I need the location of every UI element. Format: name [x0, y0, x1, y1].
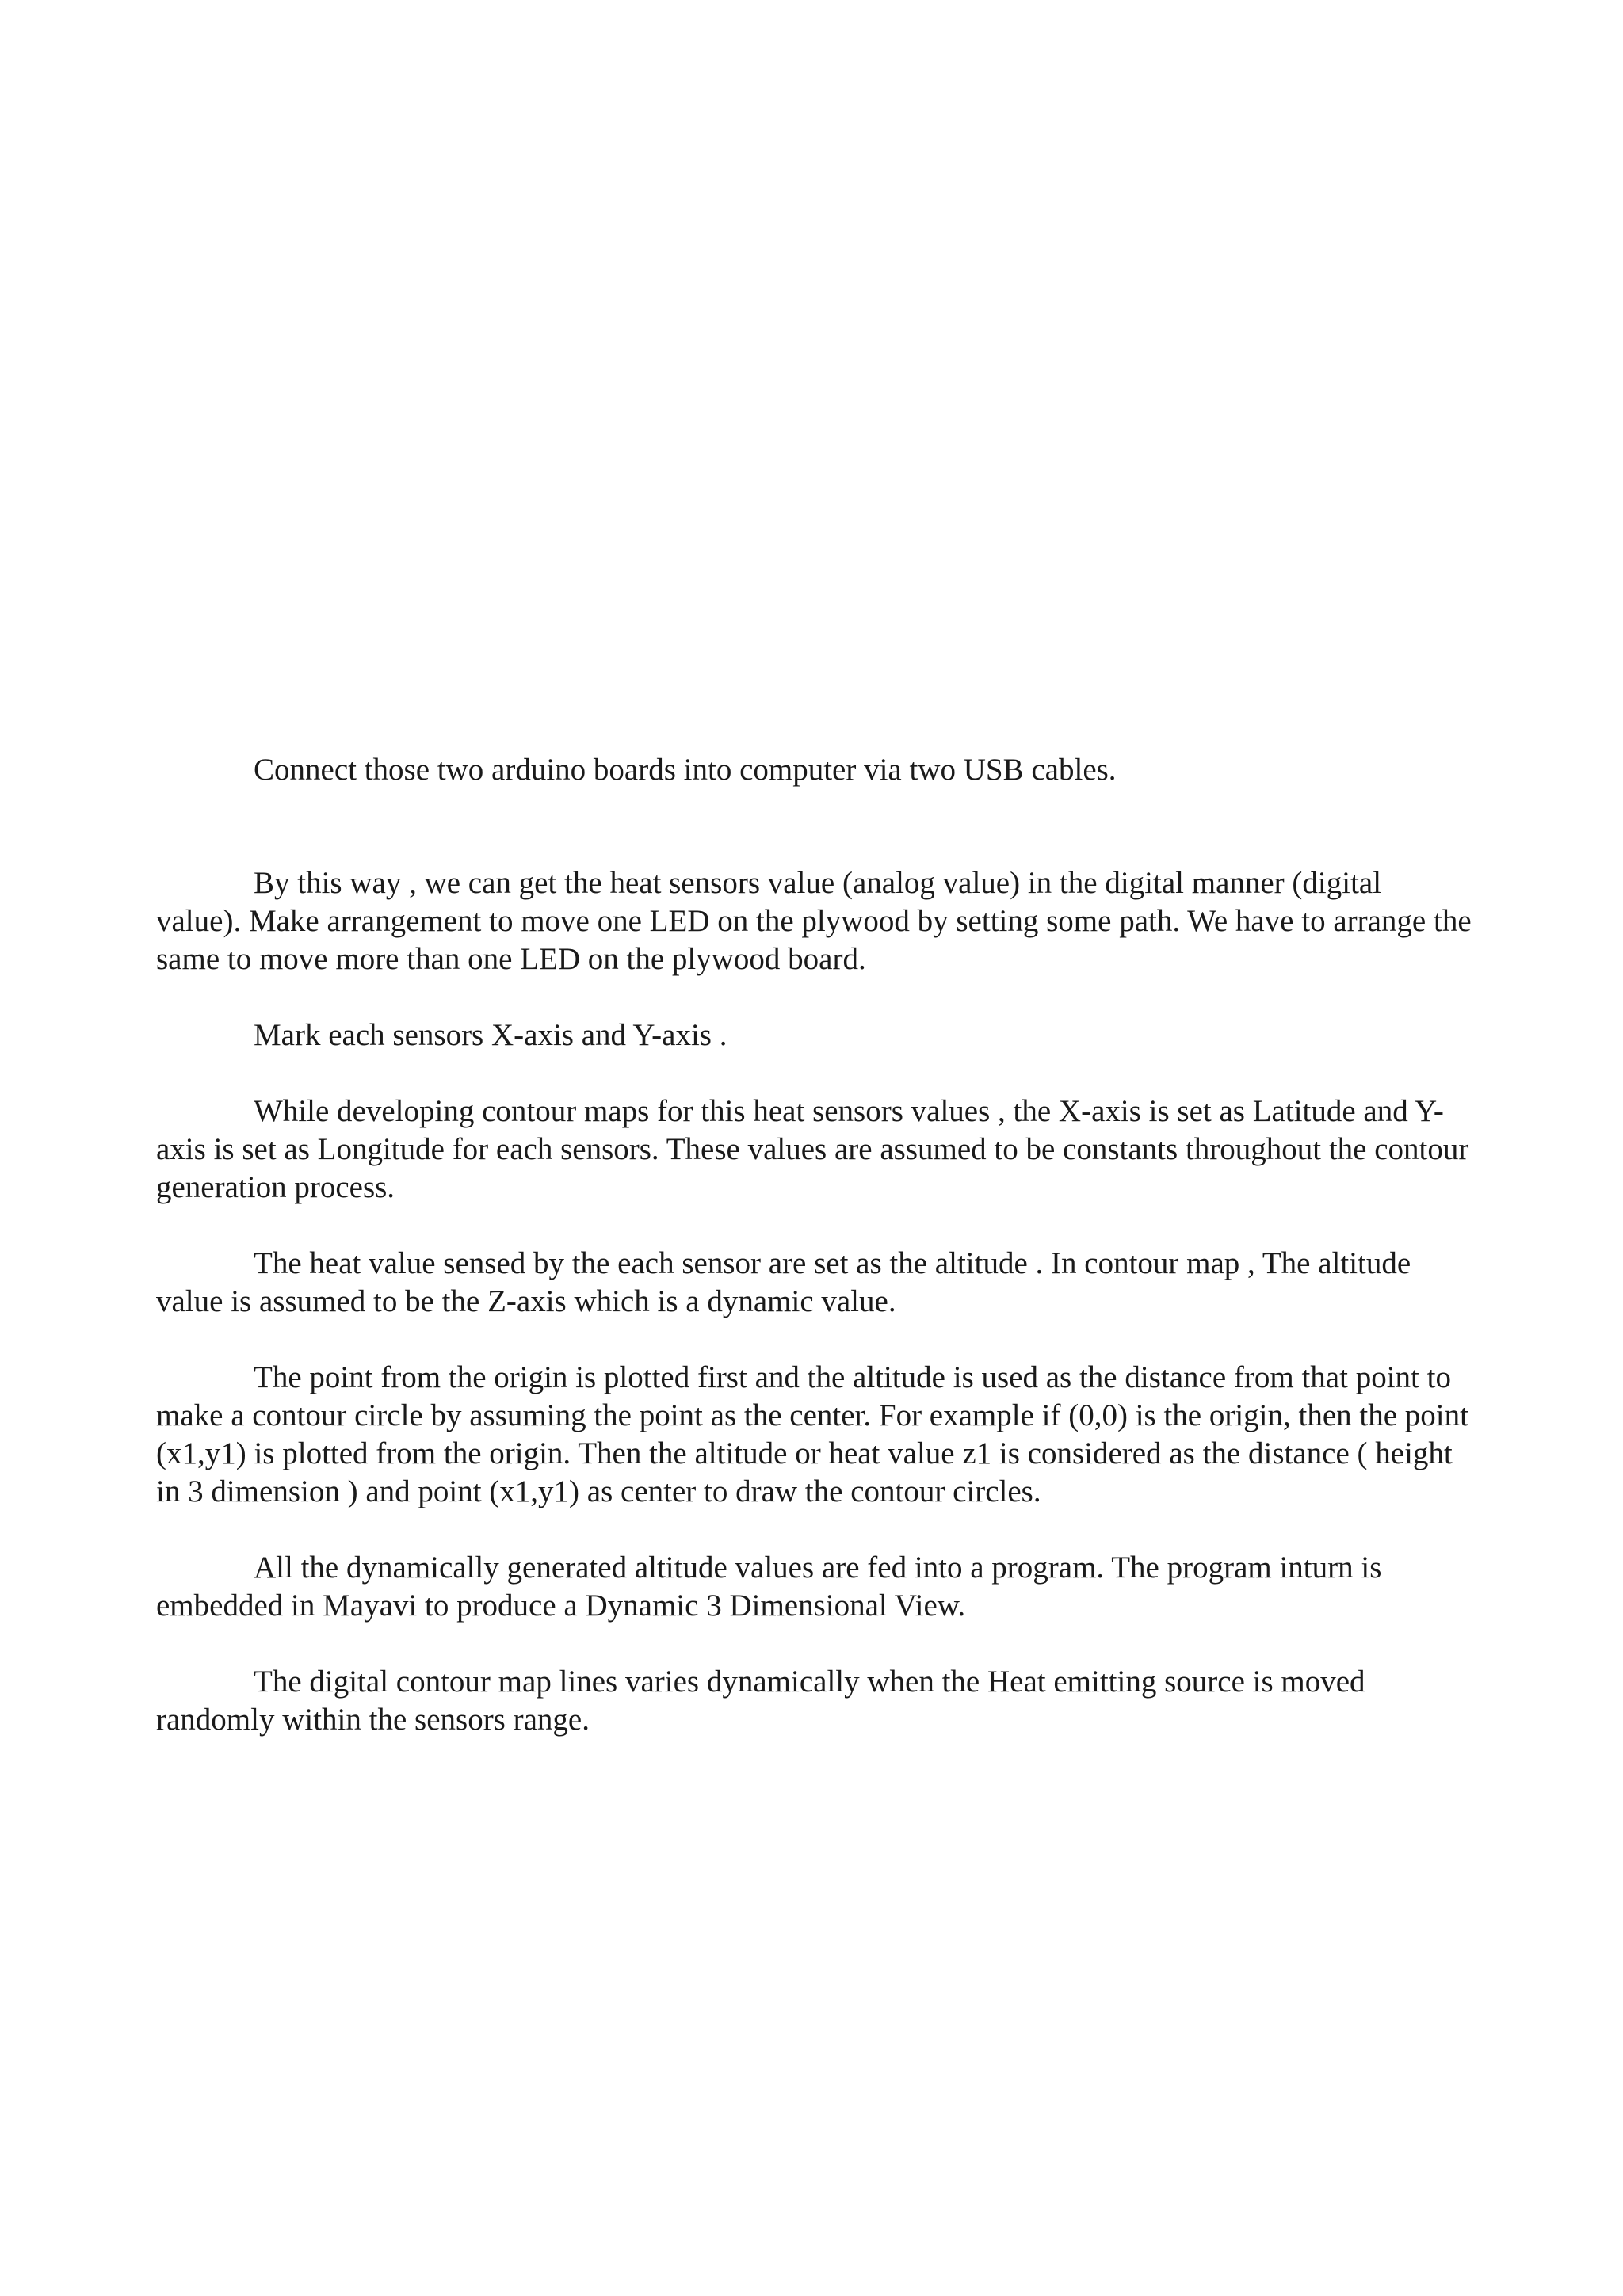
- document-body: [156, 751, 1472, 1739]
- paragraph-connect-boards: Connect those two arduino boards into computer via two USB cables.: [254, 753, 1117, 787]
- paragraph-dynamic-lines: The digital contour map lines varies dynamically when the Heat emitting source is moved randomly within the sensors range.: [156, 1665, 1365, 1737]
- paragraph-altitude: The heat value sensed by the each sensor are set as the altitude . In contour map , The altitude value is assumed to be the Z-axis which is a dynamic value.: [156, 1246, 1411, 1318]
- paragraph-spacer: [156, 1625, 1472, 1663]
- paragraph-mayavi: All the dynamically generated altitude values are fed into a program. The program inturn is embedded in Mayavi to produce a Dynamic 3 Dimensional View.: [156, 1550, 1382, 1623]
- paragraph-spacer: [156, 978, 1472, 1016]
- paragraph-latitude-longitude: While developing contour maps for this heat sensors values , the X-axis is set as Latitude and Y-axis is set as Longitude for each sensors. These values are assumed to be constants throughout the contour generation process.: [156, 1094, 1469, 1204]
- paragraph-spacer: [156, 1055, 1472, 1093]
- paragraph-contour-circle: The point from the origin is plotted first and the altitude is used as the distance from that point to make a contour circle by assuming the point as the center. For example if (0,0) is the origin, then the point (x1,y1) is plotted from the origin. Then the altitude or heat value z1 is considered as the distance ( height in 3 dimension ) and point (x1,y1) as center to draw the contour circles.: [156, 1360, 1468, 1508]
- paragraph-mark-axes: Mark each sensors X-axis and Y-axis .: [254, 1018, 727, 1052]
- paragraph-spacer: [156, 1321, 1472, 1359]
- paragraph-spacer: [156, 1511, 1472, 1549]
- paragraph-spacer: [156, 1207, 1472, 1245]
- paragraph-heat-sensor-value: By this way , we can get the heat sensors value (analog value) in the digital manner (digital value). Make arrangement to move one LED on the plywood by setting some path. We have to arrange the same to move more than one LED on the plywood board.: [156, 866, 1472, 976]
- paragraph-spacer: [156, 789, 1472, 864]
